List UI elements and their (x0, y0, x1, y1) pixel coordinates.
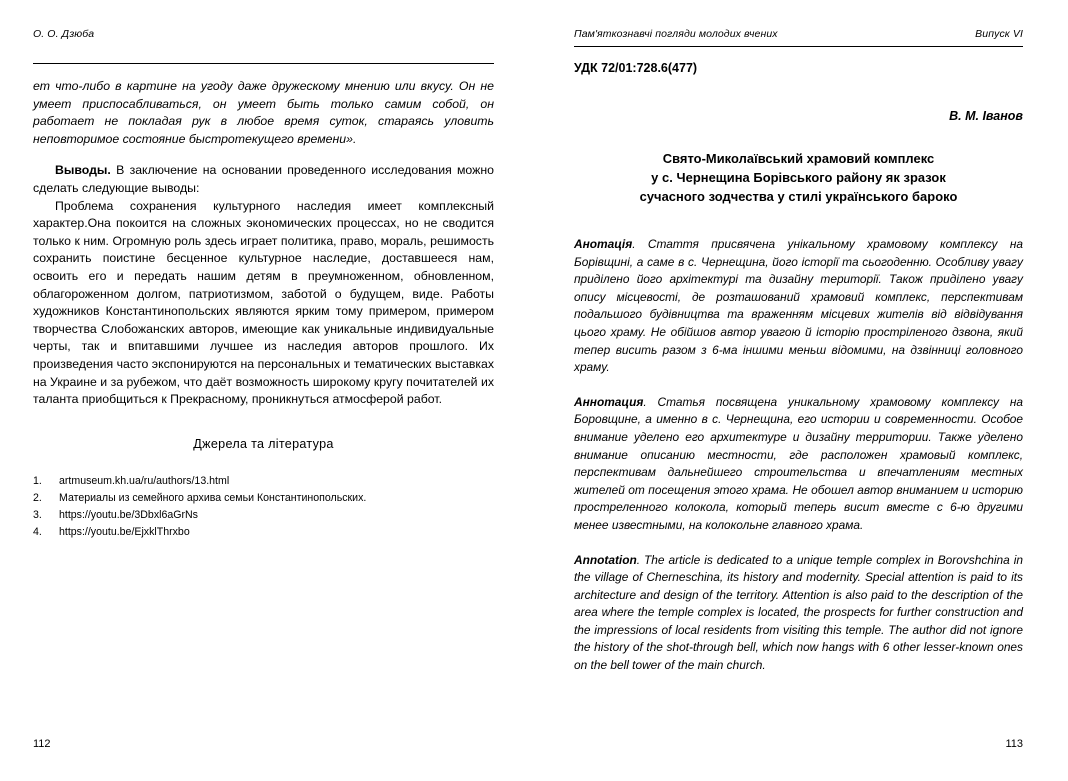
list-item (33, 507, 494, 524)
references-list (33, 473, 494, 541)
running-head-right-wrap (574, 28, 1023, 40)
article-author: В. М. Іванов (949, 109, 1023, 123)
list-item (33, 524, 494, 541)
list-item (33, 490, 494, 507)
quotation-paragraph: ет что-либо в картине на угоду даже дружескому мнению или вкусу. Он не умеет приспосабливаться, он умеет быть только самим собой, он работает не покладая рук в любое время суток, стараясь уловить неповторимое состояние быстротекущего времени». (33, 79, 494, 146)
abstract-ru (574, 394, 1023, 535)
reference-number: 3. (33, 508, 42, 521)
abstract-en-label: Annotation (574, 552, 637, 567)
article-title: Свято-Миколаївський храмовий комплекс у с. Чернещина Борівського району як зразок сучасного зодчества у стилі українського бароко (639, 151, 958, 204)
references-heading-text: Джерела та література (193, 436, 334, 451)
reference-number: 2. (33, 491, 42, 504)
main-body-paragraph: Проблема сохранения культурного наследия имеет комплексный характер.Она покоится на сложных экономических процессах, но не сводится только к ним. Огромную роль здесь играет политика, право, мораль, решимость сохранить поистине бесценное культурное наследие, доставшееся нам, освоить его и передать нашим детям в преумноженном, обновленном, облагороженном долгом, патриотизмом, заботой о будущем, виде. Работы художников Константинопольских являются ярким тому примером, примером творчества Слобожанских авторов, имеющие как уникальные индивидуальные черты, так и впитавшими лучшее из наследия авторов прошлого. Их произведения часто экспонируются на персональных и тематических выставках на Украине и за рубежом, что даёт возможность широкому кругу почитателей их таланта приобщиться к Прекрасному, проникнуться атмосферой работ. (33, 198, 494, 407)
header-rule-right (574, 46, 1023, 47)
udk-code: УДК 72/01:728.6(477) (574, 61, 698, 75)
running-head-title: Пам'яткознавчі погляди молодих вчених (574, 28, 778, 40)
abstract-ru-label: Аннотация (574, 394, 644, 409)
running-head-left: О. О. Дзюба (33, 28, 95, 40)
abstract-uk (574, 236, 1023, 377)
reference-number: 4. (33, 525, 42, 538)
abstract-uk-label: Анотація (574, 237, 633, 251)
reference-text: Материалы из семейного архива семьи Константинопольских. (59, 491, 367, 504)
page-number-right: 113 (1005, 738, 1023, 750)
reference-text: https://youtu.be/EjxklThrxbo (59, 525, 190, 538)
header-rule-left (33, 63, 494, 64)
reference-number: 1. (33, 474, 42, 487)
abstract-en (574, 552, 1023, 675)
page-number-left: 112 (33, 738, 51, 750)
references-heading (33, 437, 494, 451)
conclusions-label: Выводы. (55, 163, 111, 178)
abstract-en-text: . The article is dedicated to a unique temple complex in Borovshchina in the village of Cherneschina, its history and modernity. Special attention is paid to its architecture and design of the territory. Attention is also paid to the description of the area where the temple complex is located, the prospects for further construction and the impressions of local residents from visiting this temple. The author did not ignore the history of the shot-through bell, which now hangs with 6 other lesser-known ones on the bell tower of the main church. (574, 552, 1023, 673)
reference-text: artmuseum.kh.ua/ru/authors/13.html (59, 474, 230, 487)
list-item (33, 473, 494, 490)
abstract-uk-text: . Стаття присвячена унікальному храмовому комплексу на Борівщині, а саме в с. Чернещина, його історії та сьогоденню. Особливу увагу приділено його архітектурі та дизайну території. Також приділено увагу опису місцевості, де розташований храмовий комплекс, перспективам подальшого будівництва та враженням місцевих жителів від відвідування цього храму. Не обійшов автор увагою й історію простріленого дзвона, який тепер висить разом з 6-ма іншими меньш відомими, на дзвінниці головного храму. (574, 237, 1023, 375)
abstract-ru-text: . Статья посвящена уникальному храмовому комплексу на Боровщине, а именно в с. Чернещина, его истории и современности. Особое внимание уделено его архитектуре и дизайну территории. Также уделено внимание описанию местности, где расположен храмовый комплекс, перспективам дальнейшего строительства и впечатлениям местных жителей от посещения этого храма. Не обошел автор вниманием и историю простреленного колокола, который теперь висит вместе с 6-ю другими менее известными, на колокольне главного храма. (574, 394, 1023, 532)
conclusions-text: В заключение на основании проведенного исследования можно сделать следующие выводы: (33, 163, 494, 195)
page-right (534, 0, 1068, 781)
running-head-issue: Випуск VI (975, 28, 1023, 40)
reference-text: https://youtu.be/3Dbxl6aGrNs (59, 508, 198, 521)
conclusions-paragraph (33, 162, 494, 197)
